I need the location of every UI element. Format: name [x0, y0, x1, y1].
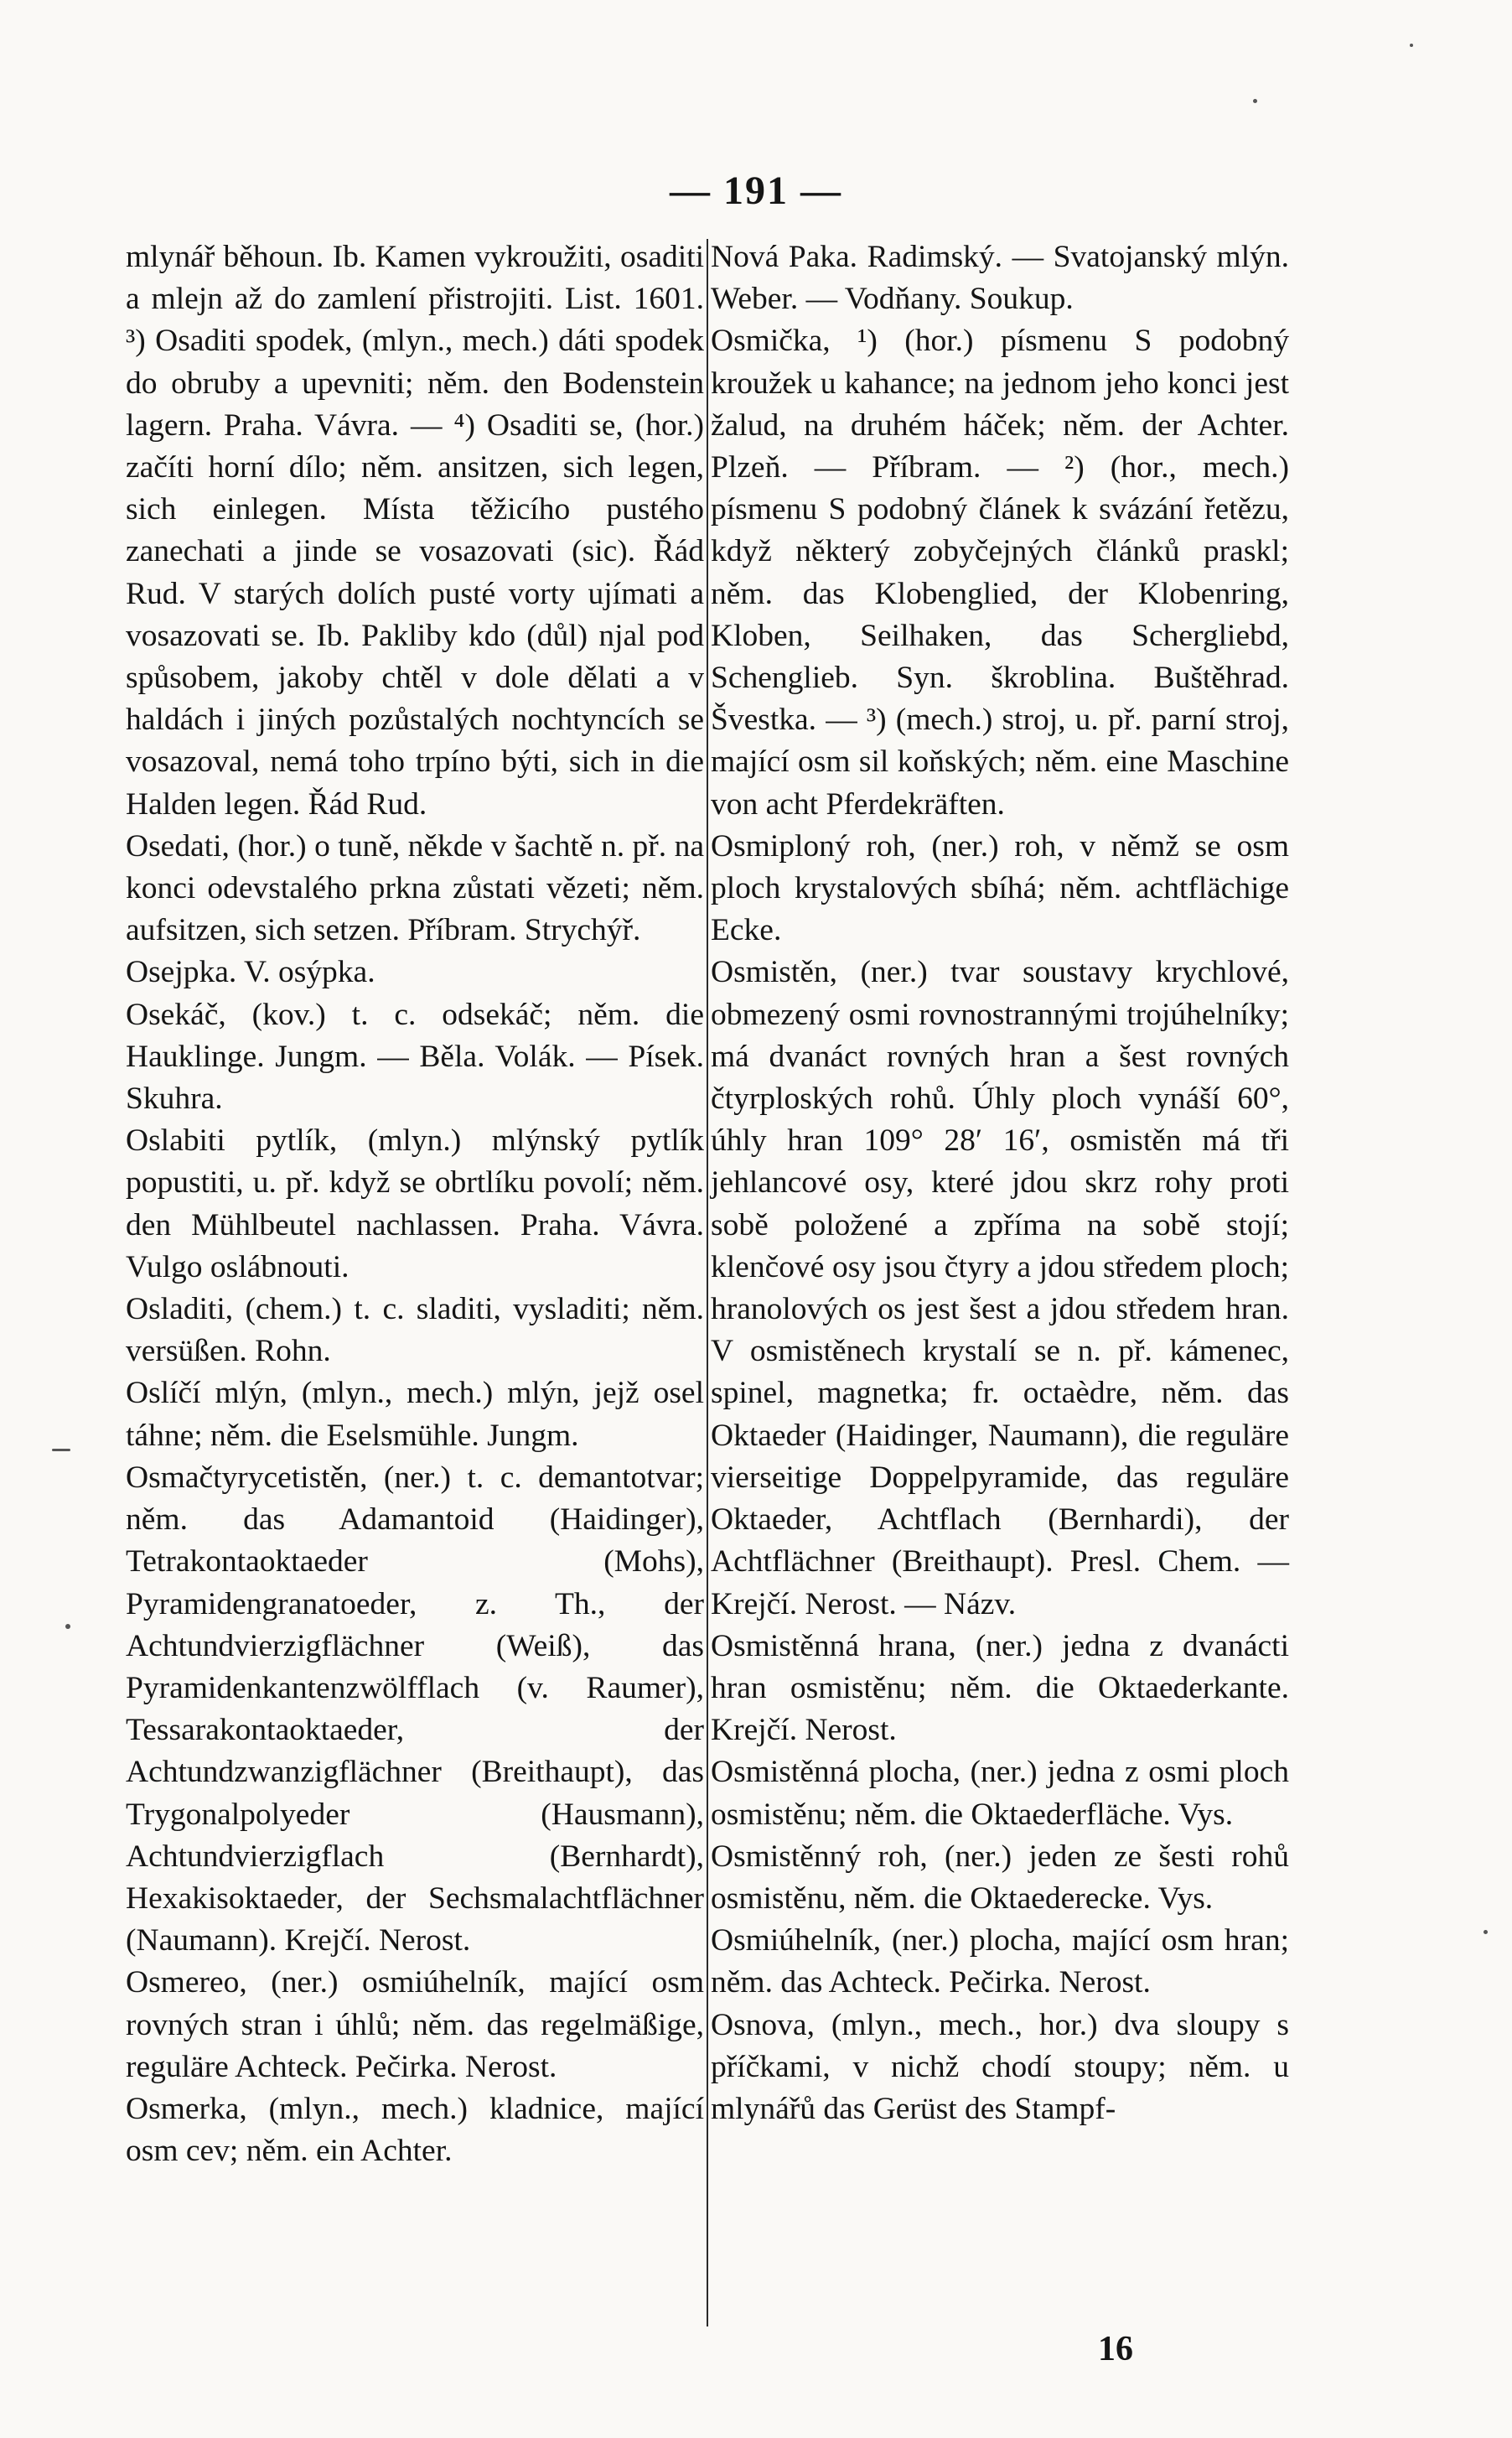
entry-osmistenna-plocha: Osmistěnná plocha, (ner.) jedna z osmi ploch osmistěnu; něm. die Oktaederfläche. Vys. [711, 1755, 1289, 1832]
entry-osmicka: Osmička, ¹) (hor.) písmenu S podobný kroužek u kahance; na jednom jeho konci jest žalud, na druhém háček; něm. der Achter. Plzeň. — Příbram. — ²) (hor., mech.) písmenu S podobný článek k svázání řetězu, když některý zobyčejných článků praskl; něm. das Klobenglied, der Klobenring, Kloben, Seilhaken, das Schergliebd, Schenglieb. Syn. škroblina. Buštěhrad. Švestka. — ³) (mech.) stroj, u. př. parní stroj, mající osm sil koňských; něm. eine Maschine von acht Pferdekräften. [711, 324, 1289, 822]
entry-osaditi-cont: mlynář běhoun. Ib. Kamen vykroužiti, osaditi a mlejn až do zamlení přistrojiti. List. 1601. ³) Osaditi spodek, (mlyn., mech.) dáti spodek do obruby a upevniti; něm. den Bodenstein lagern. Praha. Vávra. — ⁴) Osaditi se, (hor.) začíti horní dílo; něm. ansitzen, sich legen, sich einlegen. Místa těžicího pustého zanechati a jinde se vosazovati (sic). Řád Rud. V starých dolích pusté vorty ujímati a vosazovati se. Ib. Pakliby kdo (důl) njal pod spůsobem, jakoby chtěl v dole dělati a v haldách i jiných pozůstalých nochtyncích se vosazoval, nemá toho trpíno býti, sich in die Halden legen. Řád Rud. [126, 240, 704, 822]
column-divider [707, 239, 708, 2326]
print-speck [1484, 1930, 1488, 1934]
signature-mark: 16 [1098, 2330, 1133, 2368]
print-speck [1253, 99, 1257, 103]
entry-osmereo: Osmereo, (ner.) osmiúhelník, mající osm rovných stran i úhlů; něm. das regelmäßige, reguläre Achteck. Pečirka. Nerost. [126, 1965, 704, 2084]
left-column [126, 236, 704, 2172]
entry-osmerka: Osmerka, (mlyn., mech.) kladnice, mající osm cev; něm. ein Achter. [126, 2091, 704, 2169]
right-column [711, 236, 1289, 2130]
entry-osmactyrycetisten: Osmačtyrycetistěn, (ner.) t. c. demantotvar; něm. das Adamantoid (Haidinger), Tetrakontaoktaeder (Mohs), Pyramidengranatoeder, z. Th., der Achtundvierzigflächner (Weiß), das Pyramidenkantenzwölfflach (v. Raumer), Tessarakontaoktaeder, der Achtundzwanzigflächner (Breithaupt), das Trygonalpolyeder (Hausmann), Achtundvierzigflach (Bernhardt), Hexakisoktaeder, der Sechsmalachtflächner (Naumann). Krejčí. Nerost. [126, 1460, 704, 1958]
entry-osmistenna-hrana: Osmistěnná hrana, (ner.) jedna z dvanácti hran osmistěnu; něm. die Oktaederkante. Krejčí. Nerost. [711, 1628, 1289, 1748]
print-speck [65, 1624, 70, 1629]
entry-osmiuhelnik: Osmiúhelník, (ner.) plocha, mající osm hran; něm. das Achteck. Pečirka. Nerost. [711, 1923, 1289, 2000]
entry-oslici-mlyn: Oslíčí mlýn, (mlyn., mech.) mlýn, jejž osel táhne; něm. die Eselsmühle. Jungm. [126, 1376, 704, 1453]
entry-osedati: Osedati, (hor.) o tuně, někde v šachtě n. př. na konci odevstalého prkna zůstati vězeti; něm. aufsitzen, sich setzen. Příbram. Strychýř. [126, 828, 704, 948]
entry-osmerka-cont: Nová Paka. Radimský. — Svatojanský mlýn. Weber. — Vodňany. Soukup. [711, 240, 1289, 317]
entry-osladiti: Osladiti, (chem.) t. c. sladiti, vysladiti; něm. versüßen. Rohn. [126, 1292, 704, 1369]
entry-osmistenny-roh: Osmistěnný roh, (ner.) jeden ze šesti rohů osmistěnu, něm. die Oktaederecke. Vys. [711, 1839, 1289, 1916]
entry-osmisten: Osmistěn, (ner.) tvar soustavy krychlové, obmezený osmi rovnostrannými trojúhelníky; má dvanáct rovných hran a šest rovných čtyrploských rohů. Úhly ploch vynáší 60°, úhly hran 109° 28′ 16′, osmistěn má tři jehlancové osy, které jdou skrz rohy proti sobě položené a zpříma na sobě stojí; klenčové osy jsou čtyry a jdou středem ploch; hranolových os jest šest a jdou středem hran. V osmistěnech krystalí se n. př. kámenec, spinel, magnetka; fr. octaèdre, něm. das Oktaeder (Haidinger, Naumann), die reguläre vierseitige Doppelpyramide, das reguläre Oktaeder, Achtflach (Bernhardi), der Achtflächner (Breithaupt). Presl. Chem. — Krejčí. Nerost. — Názv. [711, 955, 1289, 1621]
entry-osejpka: Osejpka. V. osýpka. [126, 955, 375, 990]
entry-osmiplony-roh: Osmiploný roh, (ner.) roh, v němž se osm ploch krystalových sbíhá; něm. achtflächige Ecke. [711, 828, 1289, 948]
page-number: — 191 — [670, 169, 842, 213]
entry-osnova: Osnova, (mlyn., mech., hor.) dva sloupy s příčkami, v nichž chodí stoupy; něm. u mlynářů das Gerüst des Stampf- [711, 2007, 1289, 2126]
print-speck [1410, 44, 1413, 47]
entry-osekac: Osekáč, (kov.) t. c. odsekáč; něm. die Hauklinge. Jungm. — Běla. Volák. — Písek. Skuhra. [126, 997, 704, 1117]
print-speck [52, 1449, 70, 1451]
entry-oslabiti-pytlik: Oslabiti pytlík, (mlyn.) mlýnský pytlík popustiti, u. př. když se obrtlíku povolí; něm. den Mühlbeutel nachlassen. Praha. Vávra. Vulgo oslábnouti. [126, 1123, 704, 1284]
